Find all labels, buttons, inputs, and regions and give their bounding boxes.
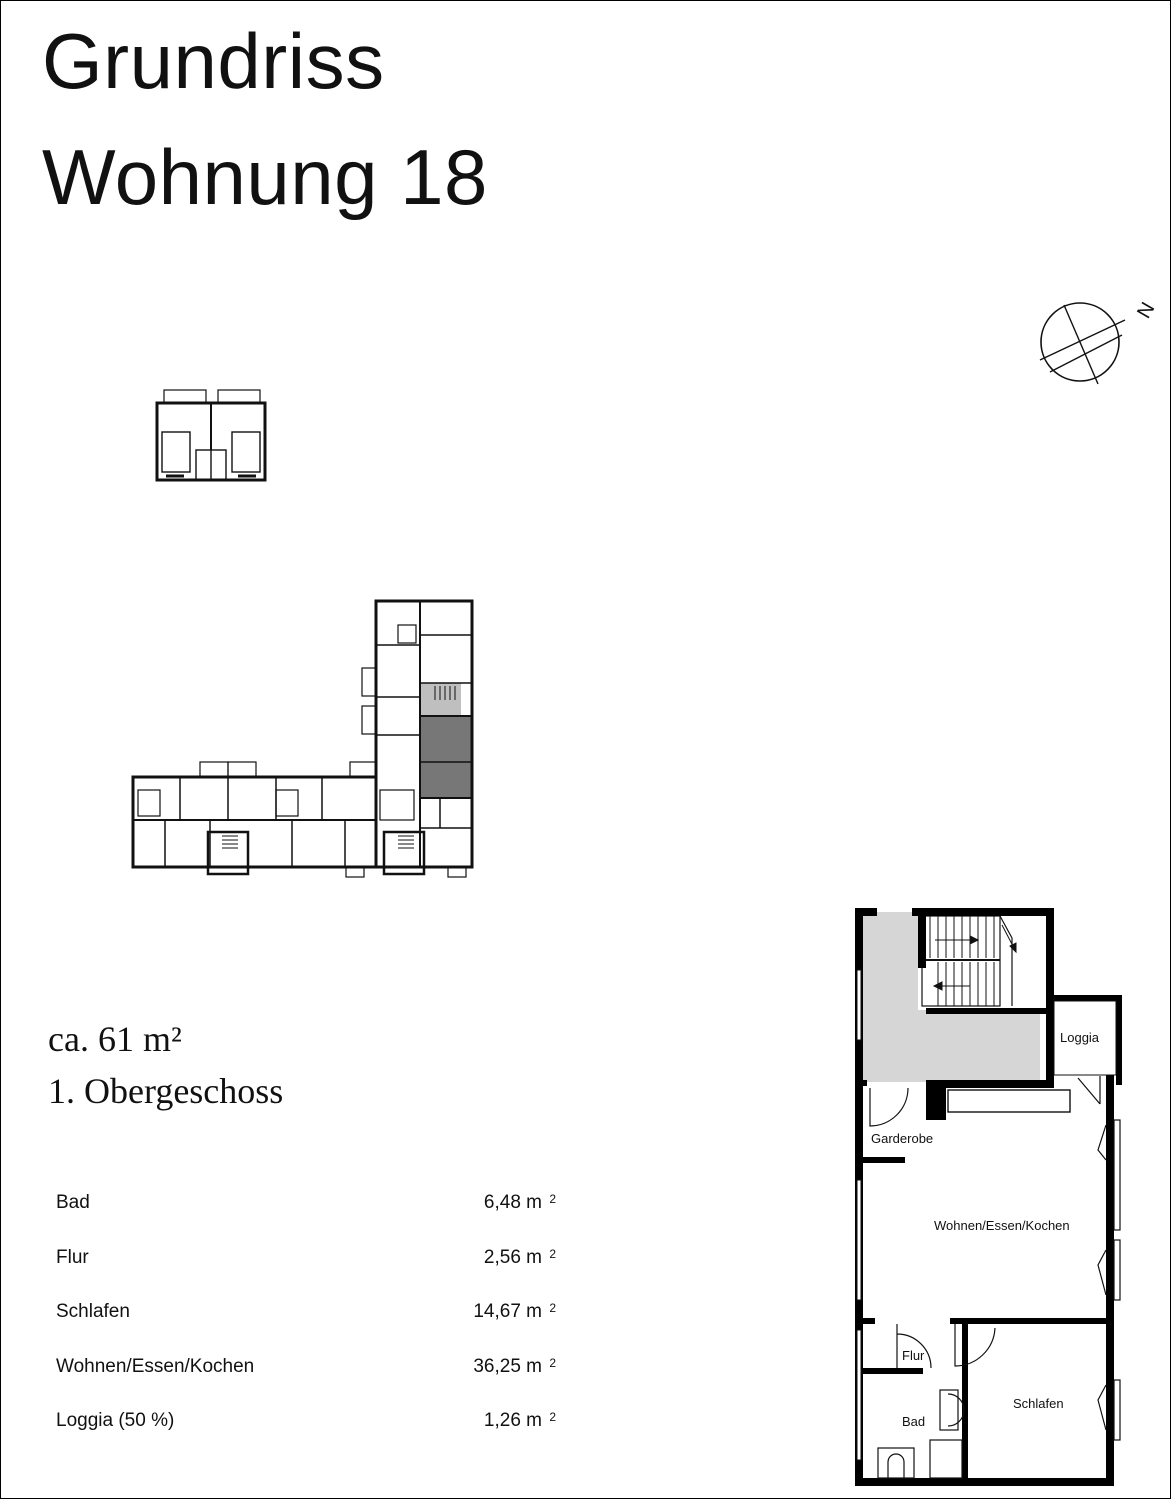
total-area: ca. 61 m² [48,1019,182,1059]
room-area: 2,56 m [483,1246,542,1268]
site-building-main [133,601,472,877]
plan-label-bad: Bad [902,1414,926,1429]
room-area-unit: 2 [549,1355,556,1370]
room-name: Loggia (50 %) [56,1410,175,1431]
room-name: Flur [56,1246,89,1268]
site-building-small [157,390,265,480]
room-name: Schlafen [56,1301,130,1322]
room-area: 1,26 m [483,1410,542,1431]
room-area-unit: 2 [549,1192,556,1206]
plan-label-flur: Flur [902,1348,925,1363]
room-area: 6,48 m [483,1192,542,1213]
room-area-unit: 2 [549,1246,556,1261]
north-label: N [1133,298,1160,323]
room-area-unit: 2 [549,1301,556,1315]
apartment-floor-plan [855,908,1122,1486]
room-area-unit: 2 [549,1410,556,1424]
room-area: 14,67 m [473,1301,542,1322]
plan-label-loggia: Loggia [1060,1030,1100,1045]
room-name: Wohnen/Essen/Kochen [56,1355,255,1377]
unit-highlight [420,716,472,798]
room-name: Bad [56,1192,90,1213]
plan-label-garderobe: Garderobe [871,1131,934,1146]
title-line-2: Wohnung 18 [42,133,488,221]
title-line-1: Grundriss [42,17,385,105]
plan-label-wohnen: Wohnen/Essen/Kochen [934,1218,1070,1233]
compass-north-icon [1040,299,1159,384]
room-area: 36,25 m [473,1355,542,1377]
floor-label: 1. Obergeschoss [48,1071,284,1111]
plan-label-schlafen: Schlafen [1013,1396,1064,1411]
